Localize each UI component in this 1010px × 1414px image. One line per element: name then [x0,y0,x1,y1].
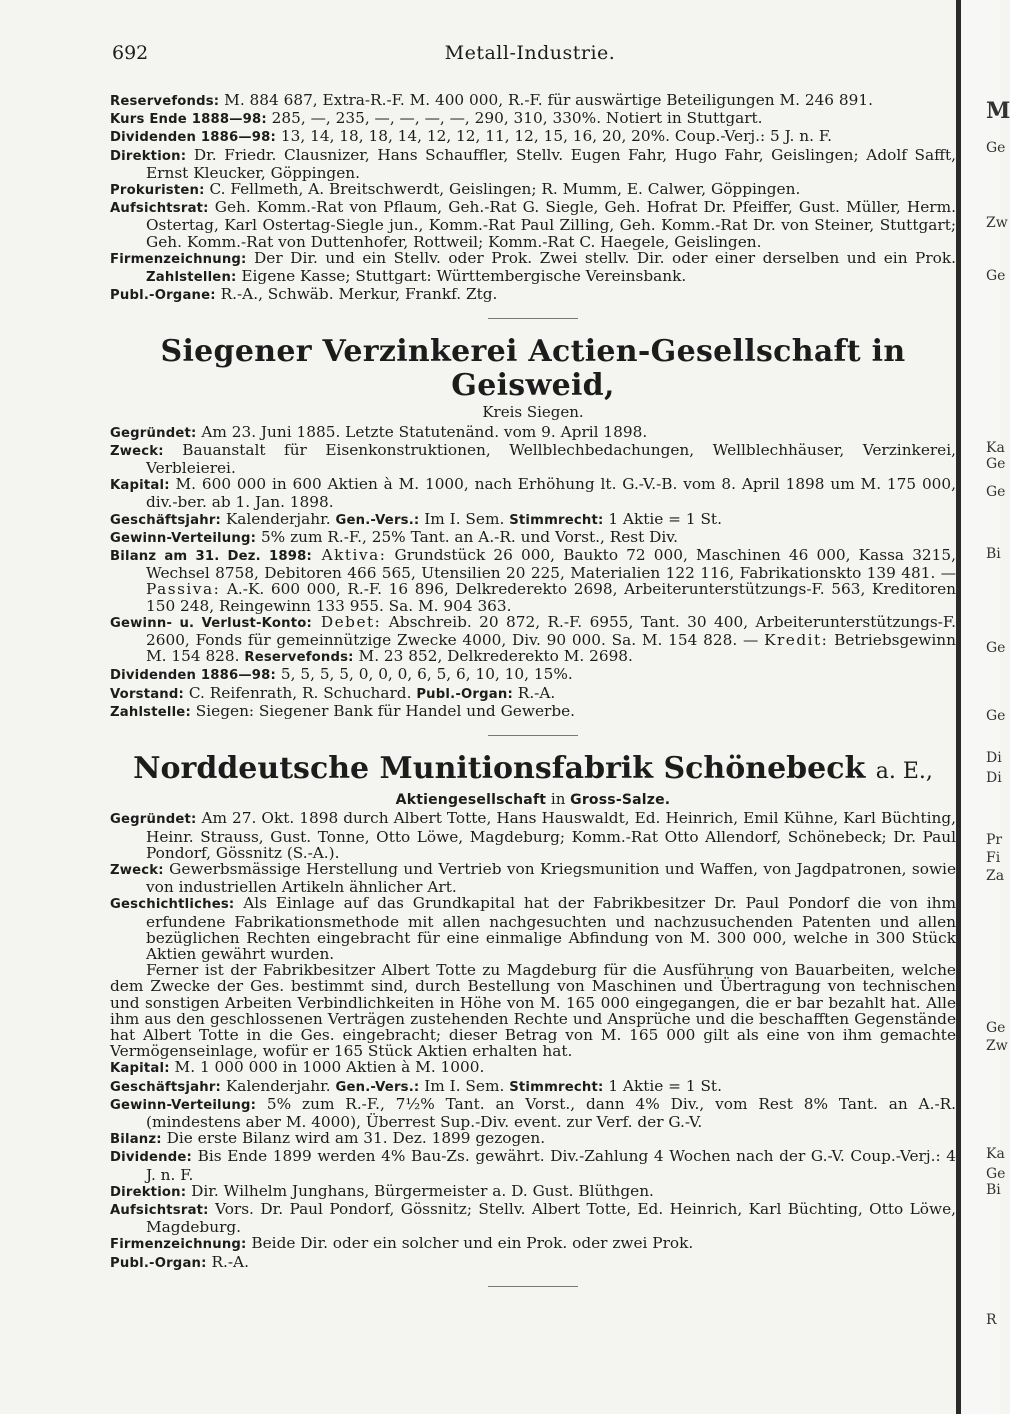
entry [110,181,956,199]
facing-page-strip [961,0,1003,1414]
entry [110,250,956,286]
entry [110,442,956,476]
entry-text: M. 23 852, Delkrederekto M. 2698. [353,647,633,666]
entry-text: Grundstück 26 000, Baukto 72 000, Maschinen 46 000, Kassa 3215, Wechsel 8758, Debitoren 466 565, Utensilien 20 225, Materialien 122 116, Fabrikationskto 139 481. — [146,546,956,583]
entry-key: Reservefonds: [110,94,220,109]
entry-text: C. Reifenrath, R. Schuchard. [184,683,417,702]
entry [110,1235,956,1253]
entry-text: R.-A., Schwäb. Merkur, Frankf. Ztg. [215,285,498,304]
entry [110,1078,956,1096]
subtitle-place: Gross-Salze. [570,792,671,809]
entry [110,1254,956,1272]
entry [110,511,956,529]
section-divider [488,735,578,736]
entry [110,703,956,721]
entry-text: Ferner ist der Fabrikbesitzer Albert Totte zu Magdeburg für die Ausführung von Bauarbeiten, welche dem Zwecke der Ges. bestimmt sind, durch Bestellung von Maschinen und Übertragung von technischen und sonstigen Arbeiten Verbindlichkeiten in Höhe von M. 165 000 eingegangen, die er bar bezahlt hat. Alle ihm aus den geschlossenen Verträgen zustehenden Rechte und Ansprüche und die beschafften Gegenstände hat Albert Totte in die Ges. eingebracht; dieser Betrag von M. 165 000 gilt als eine von ihm gemachte Vermögenseinlage, wofür er 165 Stück Aktien erhalten hat. [110,961,956,1061]
entry-text: 5% zum R.-F., 7½% Tant. an Vorst., dann 4% Div., vom Rest 8% Tant. an A.-R. (mindestens aber M. 4000), Überrest Sup.-Div. event. zur Verf. der G.-V. [146,1094,956,1131]
entry-key: Geschäftsjahr: [110,1079,221,1095]
entry-text: Abschreib. 20 872, R.-F. 6955, Tant. 30 400, Arbeiterunterstützungs-F. 2600, Fonds für gemeinnützige Zwecke 4000, Div. 90 000. Sa. M. 154 828. — [146,612,957,650]
margin-fragment: Ge [986,708,1006,724]
entry-text: Im I. Sem. [419,1076,510,1095]
margin-fragment: M [986,98,1010,124]
entry-key: Geschäftsjahr: [110,512,221,528]
entry-key: Gegründet: [110,425,197,441]
entry-key: Zahlstellen: [146,270,237,286]
entry-key: Dividende: [110,1150,193,1166]
entry [110,614,956,667]
entry-spaced-label: Aktiva: [311,546,387,565]
entry-key: Kapital: [110,1061,170,1077]
margin-fragment: Zw [986,215,1008,231]
entry [110,1183,956,1201]
entry-key: Stimmrecht: [509,1079,604,1095]
page-body [110,92,956,1303]
entry-text: R.-A. [512,683,556,702]
entry-text: M. 884 687, Extra-R.-F. M. 400 000, R.-F. für auswärtige Beteiligungen M. 246 891. [219,91,873,109]
entry-text: Geh. Komm.-Rat von Pflaum, Geh.-Rat G. Siegle, Geh. Hofrat Dr. Pfeiffer, Gust. Müller, Herm. Ostertag, Karl Ostertag-Siegle jun., Komm.-Rat Paul Zilling, Geh. Komm.-Rat Dr. von Steiner, Stuttgart; Geh. Komm.-Rat von Duttenhofer, Rottweil; Komm.-Rat C. Haegele, Geislingen. [146,198,956,251]
entry-spaced-label: Kredit: [764,631,829,650]
subtitle-company-form: Aktiengesellschaft [395,792,547,809]
section-previous-company [110,92,956,304]
entry-key: Direktion: [110,1184,187,1200]
margin-fragment: Bi [986,1182,1001,1198]
entry-key: Gewinn-Verteilung: [110,530,257,546]
entry-key: Stimmrecht: [509,512,604,528]
margin-fragment: Di [986,750,1002,766]
page-number: 692 [112,42,149,64]
entry-text: 1 Aktie = 1 St. [603,509,722,528]
entry-key: Vorstand: [110,686,185,702]
margin-fragment: Pr [986,832,1003,848]
entry [110,1059,956,1077]
margin-fragment: Za [986,868,1005,884]
entry-key: Publ.-Organ: [416,686,513,702]
entry-key: Firmenzeichnung: [110,251,247,267]
margin-fragment: Ka [986,440,1005,456]
company-title-siegener: Siegener Verzinkerei Actien-Gesellschaft in Geisweid, [160,334,906,404]
entry [110,199,956,250]
entry-text: 5, 5, 5, 5, 0, 0, 0, 6, 5, 6, 10, 10, 15%. [276,665,573,684]
entry-text: Bis Ende 1899 werden 4% Bau-Zs. gewährt. Div.-Zahlung 4 Wochen nach der G.-V. Coup.-Verj.: 4 J. n. F. [146,1147,956,1184]
entry-key: Gen.-Vers.: [335,1079,420,1095]
margin-fragment: Ge [986,1020,1006,1036]
entry-key: Aufsichtsrat: [110,1202,209,1218]
entry-key: Prokuristen: [110,183,205,199]
company-title-main: Norddeutsche Munitionsfabrik Schönebeck [133,751,866,787]
entry-key: Gen.-Vers.: [335,512,420,528]
entry [110,1148,956,1182]
entry-spaced-label: Passiva: [146,580,221,599]
entry-text: 1 Aktie = 1 St. [603,1076,722,1095]
margin-fragment: Ka [986,1146,1005,1162]
page-header [112,42,948,66]
entry-key: Direktion: [110,148,187,164]
section-divider [488,1286,578,1287]
entry-text: Als Einlage auf das Grundkapital hat der Fabrikbesitzer Dr. Paul Pondorf die von ihm erfundene Fabrikationsmethode mit allen nachgesuchten und nachzusuchenden Patenten und allen bezüglichen Rechten eingebracht für eine einmalige Abfindung von M. 300 000, welche in 300 Stück Aktien gewährt wurden. [146,894,956,963]
entry-key: Bilanz: [110,1132,162,1148]
entry-text: Im I. Sem. [419,509,510,528]
entry-key: Zahlstelle: [110,704,191,720]
entry-text: C. Fellmeth, A. Breitschwerdt, Geislingen; R. Mumm, E. Calwer, Göppingen. [204,180,801,199]
running-title: Metall-Industrie. [444,42,616,64]
entry-text: M. 1 000 000 in 1000 Aktien à M. 1000. [169,1058,485,1077]
entry [110,861,956,895]
margin-fragment: Di [986,770,1002,786]
entry-text: Eigene Kasse; Stuttgart: Württembergische Vereinsbank. [236,267,687,286]
entry [110,895,956,962]
entry [110,529,956,547]
entry-text: Der Dir. und ein Stellv. oder Prok. Zwei stellv. Dir. oder einer derselben und ein Prok. [246,248,956,267]
entry [110,147,956,181]
entry-text: R.-A. [206,1252,249,1271]
entry [110,110,956,128]
margin-fragment: R [986,1312,997,1328]
entry [110,128,956,146]
entry-key: Gegründet: [110,812,197,828]
entry-text: Beide Dir. oder ein solcher und ein Prok. oder zwei Prok. [246,1234,694,1253]
entry-key: Publ.-Organe: [110,288,216,304]
company-title-suffix: a. E., [875,759,933,785]
company-subtitle-norddeutsche [110,791,956,808]
section-siegener [110,424,956,721]
entry-key: Gewinn- u. Verlust-Konto: [110,615,312,631]
margin-fragment: Fi [986,850,1001,866]
entry [110,685,956,703]
entry-key: Dividenden 1886—98: [110,130,277,146]
entry-text: Am 27. Okt. 1898 durch Albert Totte, Hans Hauswaldt, Ed. Heinrich, Emil Kühne, Karl Büchting, Heinr. Strauss, Gust. Tonne, Otto Löwe, Magdeburg; Komm.-Rat Otto Allendorf, Schönebeck; Dr. Paul Pondorf, Gössnitz (S.-A.). [146,809,956,862]
entry [110,666,956,684]
entry-text: Die erste Bilanz wird am 31. Dez. 1899 gezogen. [161,1129,546,1148]
entry [110,810,956,861]
entry-key: Zweck: [110,862,164,878]
entry-key: Geschichtliches: [110,897,235,913]
entry-text: Gewerbsmässige Herstellung und Vertrieb von Kriegsmunition und Waffen, von Jagdpatronen, sowie von industriellen Artikeln ähnlicher Art. [146,859,956,897]
entry-key: Zweck: [110,443,164,459]
entry-key: Dividenden 1886—98: [110,668,277,684]
entry-text: Bauanstalt für Eisenkonstruktionen, Wellblechbedachungen, Wellblechhäuser, Verzinkerei, Verbleierei. [146,440,956,478]
margin-fragment: Ge [986,268,1006,284]
margin-fragment: Bi [986,546,1001,562]
company-subtitle-siegener: Kreis Siegen. [482,403,584,422]
entry [110,286,956,304]
subtitle-in: in [546,790,571,809]
entry-text: Dr. Friedr. Clausnizer, Hans Schauffler, Stellv. Eugen Fahr, Hugo Fahr, Geislingen; Adolf Safft, Ernst Kleucker, Göppingen. [146,145,956,182]
entry-key: Reservefonds: [244,650,354,666]
company-title-norddeutsche [110,752,956,789]
entry-key: Kapital: [110,478,170,494]
section-norddeutsche [110,810,956,1271]
margin-fragment: Ge [986,456,1006,472]
entry-text: Kalenderjahr. [221,1076,336,1095]
entry-text: M. 600 000 in 600 Aktien à M. 1000, nach Erhöhung lt. G.-V.-B. vom 8. April 1898 um M. 175 000, div.-ber. ab 1. Jan. 1898. [146,475,956,512]
entry-text: 285, —, 235, —, —, —, —, 290, 310, 330%. Notiert in Stuttgart. [266,109,763,128]
entry-text: Dir. Wilhelm Junghans, Bürgermeister a. D. Gust. Blüthgen. [186,1181,654,1200]
margin-fragment: Zw [986,1038,1008,1054]
section-divider [488,318,578,319]
entry-text: Am 23. Juni 1885. Letzte Statutenänd. vom 9. April 1898. [196,422,648,441]
entry-key: Aufsichtsrat: [110,201,209,217]
entry [110,1201,956,1235]
entry [110,476,956,510]
entry [110,962,956,1059]
entry-spaced-label: Debet: [311,612,382,631]
entry-key: Firmenzeichnung: [110,1237,247,1253]
margin-fragment: Ge [986,140,1006,156]
margin-fragment: Ge [986,484,1006,500]
entry-text: A.-K. 600 000, R.-F. 16 896, Delkrederekto 2698, Arbeiterunterstützungs-F. 563, Kreditoren 150 248, Reingewinn 133 955. Sa. M. 904 363. [146,580,956,615]
margin-fragment: Ge [986,1166,1006,1182]
entry [110,1096,956,1130]
entry-key: Bilanz am 31. Dez. 1898: [110,549,312,565]
entry-text: 13, 14, 18, 18, 14, 12, 12, 11, 12, 15, 16, 20, 20%. Coup.-Verj.: 5 J. n. F. [276,127,832,146]
entry [110,424,956,442]
entry-text: Kalenderjahr. [221,509,336,528]
entry [110,1130,956,1148]
entry-text: 5% zum R.-F., 25% Tant. an A.-R. und Vorst., Rest Div. [256,527,678,546]
entry-text: Vors. Dr. Paul Pondorf, Gössnitz; Stellv. Albert Totte, Ed. Heinrich, Karl Büchting, Otto Löwe, Magdeburg. [146,1199,956,1237]
margin-fragment: Ge [986,640,1006,656]
entry [110,92,956,110]
entry-text: Betriebsgewinn M. 154 828. [146,631,956,666]
entry-key: Publ.-Organ: [110,1255,207,1271]
entry-key: Kurs Ende 1888—98: [110,112,267,128]
entry-text: Siegen: Siegener Bank für Handel und Gewerbe. [190,701,576,720]
entry-key: Gewinn-Verteilung: [110,1097,257,1113]
entry [110,547,956,614]
